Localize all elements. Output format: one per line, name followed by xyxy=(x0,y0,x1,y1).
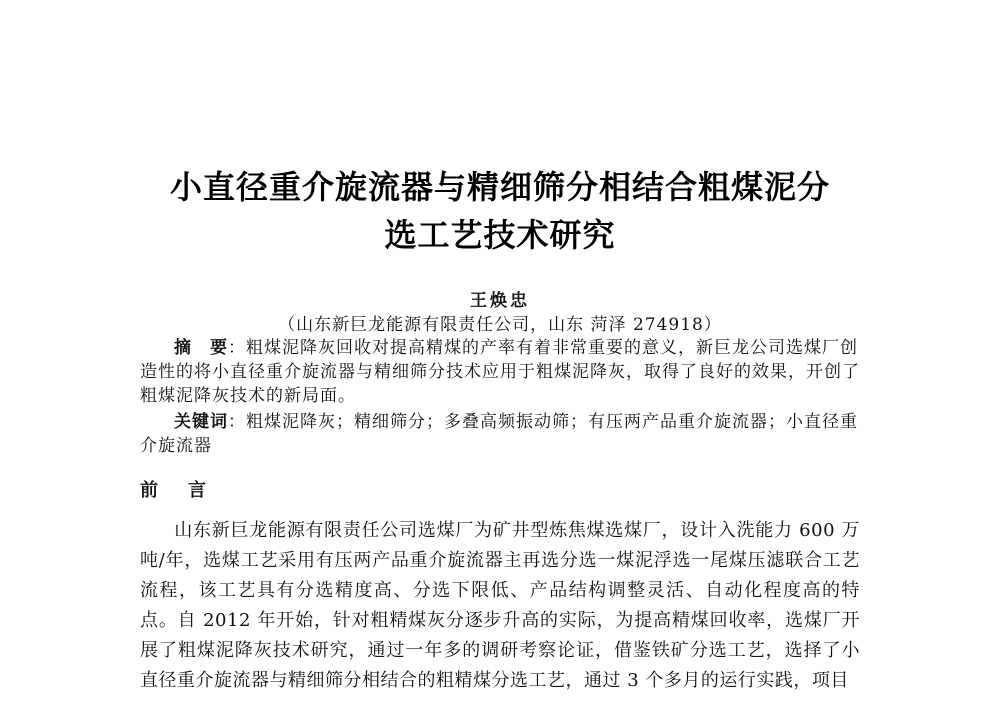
section-body xyxy=(140,516,860,696)
author-affiliation: （山东新巨龙能源有限责任公司，山东 菏泽 274918） xyxy=(278,315,722,335)
author-name: 王焕忠 xyxy=(470,291,530,311)
paper-title-line-1: 小直径重介旋流器与精细筛分相结合粗煤泥分 xyxy=(169,168,830,206)
paper-title-line-2: 选工艺技术研究 xyxy=(384,216,616,254)
abstract xyxy=(140,336,860,408)
keywords xyxy=(140,410,860,458)
keywords-text: ：粗煤泥降灰；精细筛分；多叠高频振动筛；有压两产品重介旋流器；小直径重介旋流器 xyxy=(140,412,858,456)
section-heading: 前 言 xyxy=(140,480,212,501)
abstract-text: ：粗煤泥降灰回收对提高精煤的产率有着非常重要的意义，新巨龙公司选煤厂创造性的将小直径重介旋流器与精细筛分技术应用于粗煤泥降灰，取得了良好的效果，开创了粗煤泥降灰技术的新局面。 xyxy=(140,338,860,406)
body-paragraph: 山东新巨龙能源有限责任公司选煤厂为矿井型炼焦煤选煤厂，设计入洗能力 600 万吨/年，选煤工艺采用有压两产品重介旋流器主再选分选一煤泥浮选一尾煤压滤联合工艺流程，该工艺具有分选精度高、分选下限低、产品结构调整灵活、自动化程度高的特点。自 2012 年开始，针对粗精煤灰分逐步升高的实际，为提高精煤回收率，选煤厂开展了粗煤泥降灰技术研究，通过一年多的调研考察论证，借鉴铁矿分选工艺，选择了小直径重介旋流器与精细筛分相结合的粗精煤分选工艺，通过 3 个多月的运行实践，项目 xyxy=(140,520,860,691)
keywords-label: 关键词 xyxy=(174,412,228,432)
abstract-label: 摘 要 xyxy=(174,338,228,358)
